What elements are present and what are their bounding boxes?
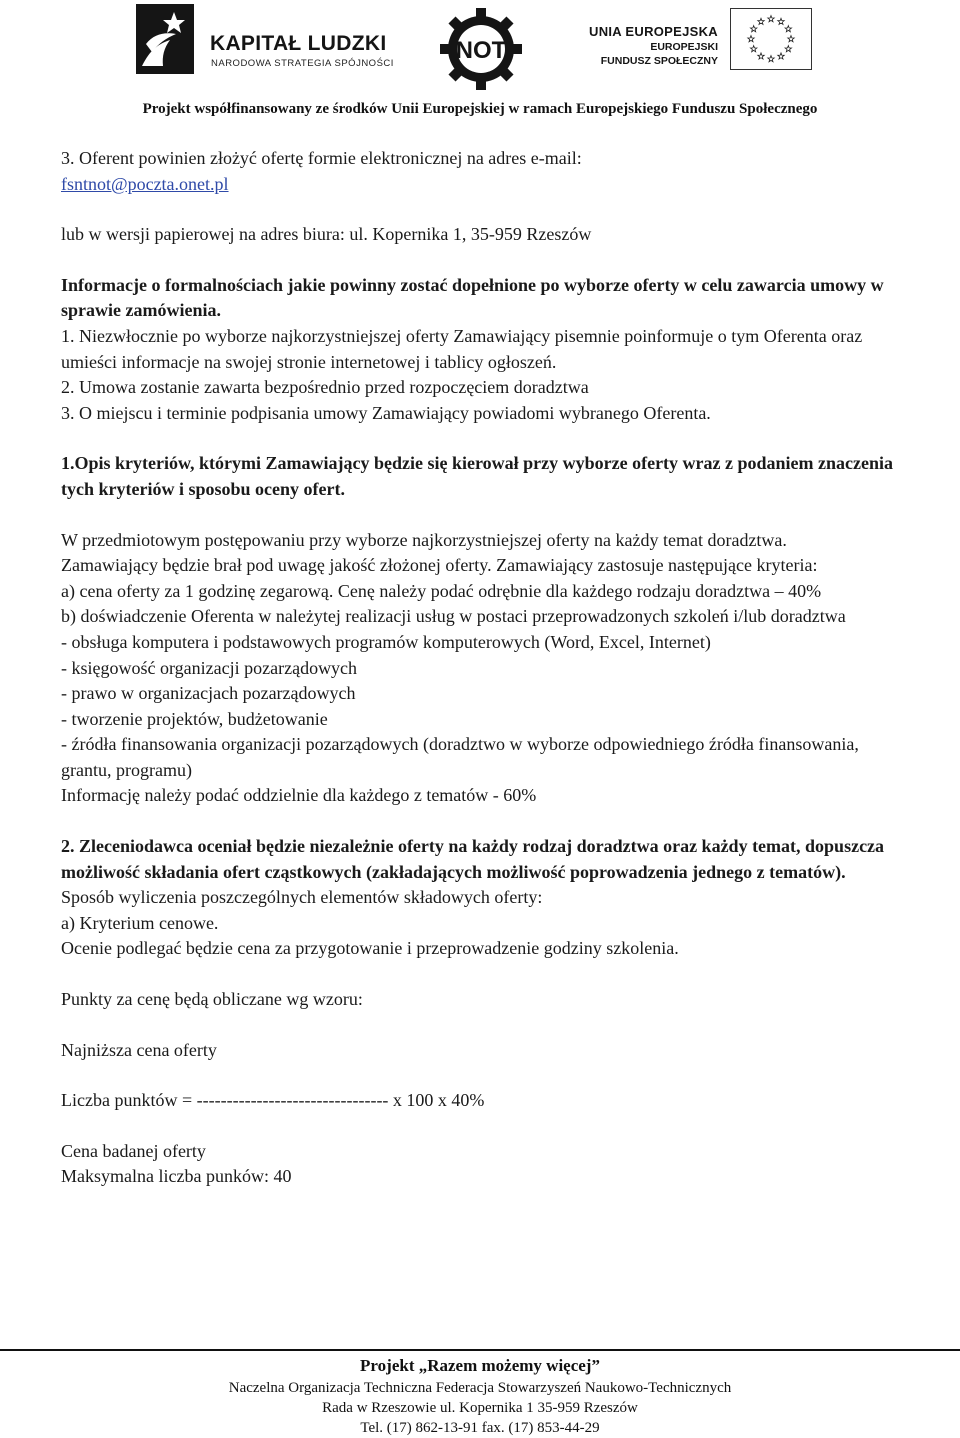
kapital-ludzki-title: KAPITAŁ LUDZKI <box>210 32 387 55</box>
topic-item: - źródła finansowania organizacji pozarządowych (doradztwo w wyborze odpowiedniego źródła finansowania, grantu, programu) <box>61 734 859 780</box>
price-criterion: a) Kryterium cenowe. <box>61 912 219 933</box>
eu-star-icon <box>750 26 756 32</box>
eu-star-icon <box>788 36 794 42</box>
eu-flag-icon <box>730 8 812 70</box>
kapital-ludzki-subtitle: NARODOWA STRATEGIA SPÓJNOŚCI <box>211 58 394 69</box>
formula-denominator: Cena badanej oferty <box>61 1140 206 1161</box>
eu-logo <box>590 4 830 78</box>
eu-star-icon <box>785 26 791 32</box>
footer-contact: Tel. (17) 862-13-91 fax. (17) 853-44-29 <box>360 1420 600 1436</box>
footer-divider <box>0 1349 960 1351</box>
project-cofinancing-line: Projekt współfinansowany ze środków Unii Europejskiej w ramach Europejskiego Funduszu Społecznego <box>142 101 818 117</box>
criteria-intro: W przedmiotowym postępowaniu przy wyborze najkorzystniejszej oferty na każdy temat doradztwa. <box>61 529 787 550</box>
max-points: Maksymalna liczba punków: 40 <box>61 1166 292 1187</box>
not-logo-label: NOT <box>455 37 507 64</box>
footer-project-title: Projekt „Razem możemy więcej” <box>360 1356 600 1375</box>
calc-method: Sposób wyliczenia poszczególnych elementów składowych oferty: <box>61 887 543 908</box>
page-header <box>0 0 960 117</box>
not-logo <box>440 8 522 90</box>
formula-numerator: Najniższa cena oferty <box>61 1039 217 1060</box>
footer-address: Rada w Rzeszowie ul. Kopernika 1 35-959 Rzeszów <box>322 1400 638 1416</box>
topic-item: - obsługa komputera i podstawowych programów komputerowych (Word, Excel, Internet) <box>61 631 711 652</box>
eu-logo-line2: EUROPEJSKI <box>650 41 718 53</box>
formality-item-1: 1. Niezwłocznie po wyborze najkorzystniejszej oferty Zamawiający pisemnie poinformuje o tym Oferenta oraz umieści informacje na swojej stronie internetowej i tablicy ogłoszeń. <box>61 325 863 372</box>
criteria-experience: b) doświadczenie Oferenta w należytej realizacji usług w postaci przeprowadzonych szkoleń i/lub doradztwa <box>61 606 846 627</box>
price-criterion-desc: Ocenie podlegać będzie cena za przygotowanie i przeprowadzenie godziny szkolenia. <box>61 938 679 959</box>
heading-criteria: 1.Opis kryteriów, którymi Zamawiający będzie się kierował przy wyborze oferty wraz z podaniem znaczenia tych kryteriów i sposobu oceny ofert. <box>61 453 894 499</box>
formula-intro: Punkty za cenę będą obliczane wg wzoru: <box>61 989 363 1010</box>
document-body <box>61 146 901 1190</box>
eu-star-icon <box>758 53 764 59</box>
eu-star-icon <box>778 53 784 59</box>
eu-star-icon <box>758 18 764 24</box>
formula-line: Liczba punktów = -------------------------------- x 100 x 40% <box>61 1090 485 1111</box>
criteria-quality: Zamawiający będzie brał pod uwagę jakość złożonej oferty. Zamawiający zastosuje następujące kryteria: <box>61 555 818 576</box>
eu-star-icon <box>785 46 791 52</box>
formality-item-3: 3. O miejscu i terminie podpisania umowy Zamawiający powiadomi wybranego Oferenta. <box>61 402 711 423</box>
eu-star-icon <box>768 16 774 22</box>
criteria-price: a) cena oferty za 1 godzinę zegarową. Cenę należy podać odrębnie dla każdego rodzaju doradztwa – 40% <box>61 580 822 601</box>
paragraph-submission: 3. Oferent powinien złożyć ofertę formie elektronicznej na adres e-mail: <box>61 148 582 168</box>
kapital-ludzki-logo <box>136 4 396 78</box>
formality-item-2: 2. Umowa zostanie zawarta bezpośrednio przed rozpoczęciem doradztwa <box>61 377 589 398</box>
eu-logo-line3: FUNDUSZ SPOŁECZNY <box>600 55 718 67</box>
eu-star-icon <box>768 56 774 62</box>
heading-formalities: Informacje o formalnościach jakie powinny zostać dopełnione po wyborze oferty w celu zawarcia umowy w sprawie zamówienia. <box>61 274 884 321</box>
kapital-ludzki-emblem-icon <box>136 4 194 74</box>
footer-organization: Naczelna Organizacja Techniczna Federacja Stowarzyszeń Naukowo-Technicznych <box>228 1380 732 1396</box>
eu-star-icon <box>748 36 754 42</box>
criteria-per-topic-note: Informację należy podać oddzielnie dla każdego z tematów - 60% <box>61 785 537 806</box>
topic-item: - tworzenie projektów, budżetowanie <box>61 708 328 729</box>
eu-star-icon <box>778 18 784 24</box>
heading-evaluation: 2. Zleceniodawca oceniał będzie niezależnie oferty na każdy rodzaj doradztwa oraz każdy temat, dopuszcza możliwość składania ofert cząstkowych (zakładających możliwość poprowadzenia jednego z tematów). <box>61 836 885 882</box>
page-footer <box>0 1354 960 1438</box>
topic-item: - księgowość organizacji pozarządowych <box>61 657 358 678</box>
eu-star-icon <box>750 46 756 52</box>
topic-item: - prawo w organizacjach pozarządowych <box>61 683 356 704</box>
paragraph-paper-address: lub w wersji papierowej na adres biura: ul. Kopernika 1, 35-959 Rzeszów <box>61 224 592 245</box>
eu-logo-line1: UNIA EUROPEJSKA <box>589 24 718 39</box>
email-link[interactable]: fsntnot@poczta.onet.pl <box>61 173 229 194</box>
